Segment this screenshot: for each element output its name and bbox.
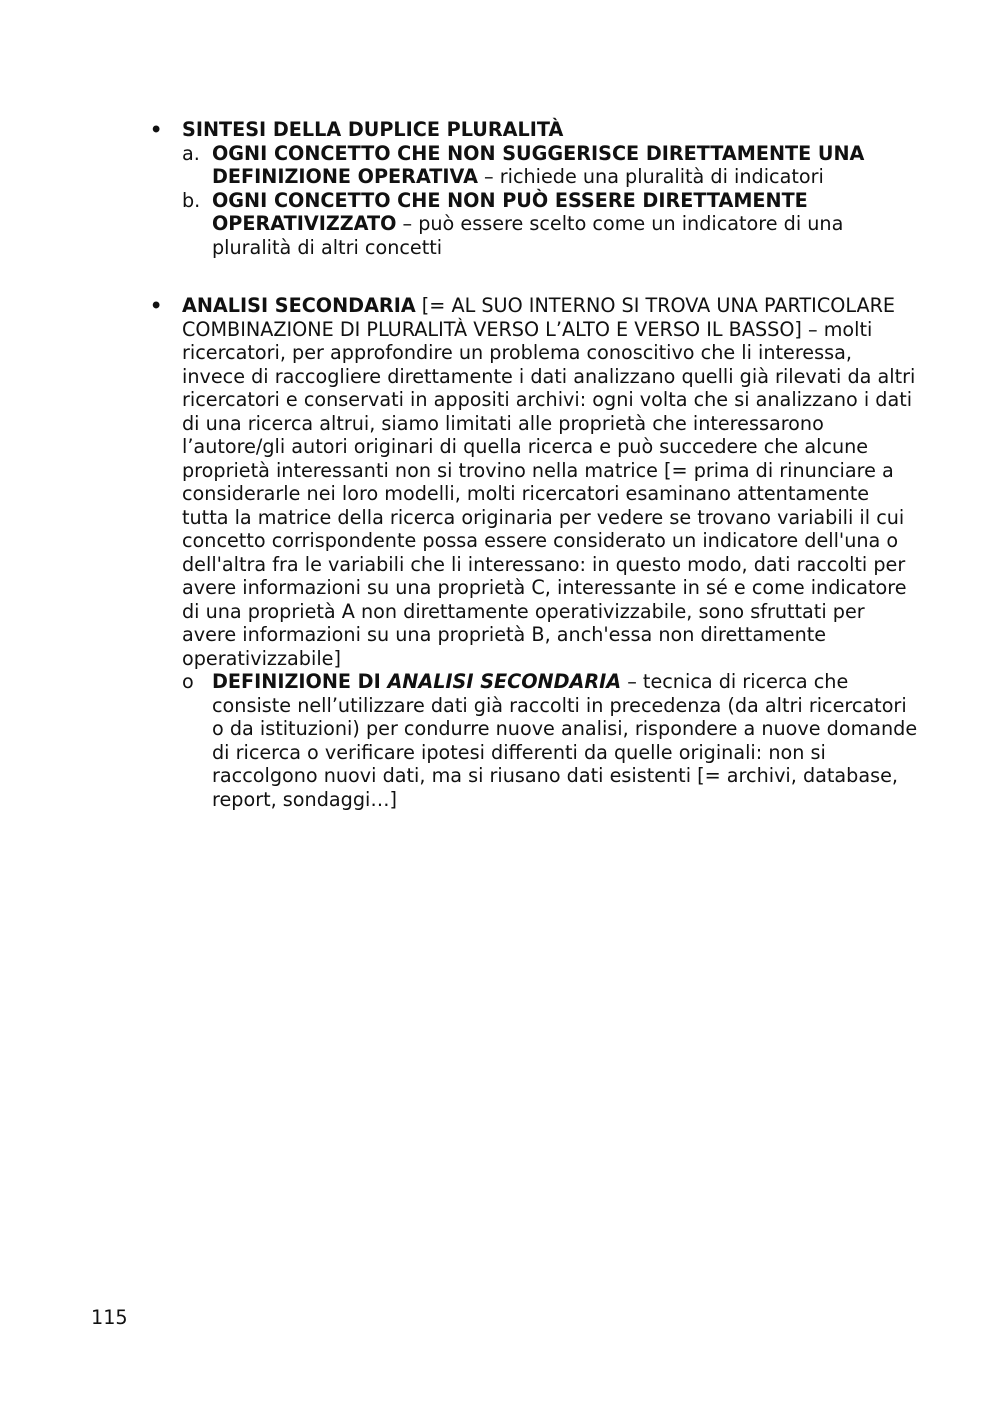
list-item-a-text: – richiede una pluralità di indicatori xyxy=(477,165,824,188)
page-number: 115 xyxy=(91,1306,128,1329)
definition-term: ANALISI SECONDARIA xyxy=(387,670,622,693)
section-title-analisi: ANALISI SECONDARIA xyxy=(182,294,416,317)
definition-bold: DEFINIZIONE DI xyxy=(212,670,388,693)
analisi-sub-list xyxy=(182,670,920,811)
bullet-sintesi xyxy=(150,118,920,259)
bullet-icon: • xyxy=(150,118,163,141)
list-item-b-text: – può essere scelto come un indicatore di una pluralità di altri concetti xyxy=(212,212,844,259)
sintesi-list xyxy=(182,142,920,260)
list-item-a xyxy=(182,142,920,189)
definition-text: – tecnica di ricerca che consiste nell’utilizzare dati già raccolti in precedenza (da altri ricercatori o da istituzioni) per condurre nuove analisi, rispondere a nuove domande di ricerca o verificare ipotesi differenti da quelle originali: non si raccolgono nuovi dati, ma si riusano dati esistenti [= archivi, database, report, sondaggi…] xyxy=(212,670,918,811)
list-item-b xyxy=(182,189,920,260)
circle-bullet-icon: o xyxy=(182,670,194,693)
section-gap xyxy=(150,259,920,294)
section-title-sintesi: SINTESI DELLA DUPLICE PLURALITÀ xyxy=(182,118,564,141)
list-marker-a: a. xyxy=(182,141,200,165)
list-marker-b: b. xyxy=(182,188,201,212)
list-item-a-bold: OGNI CONCETTO CHE NON SUGGERISCE DIRETTAMENTE UNA DEFINIZIONE OPERATIVA xyxy=(212,141,865,188)
analisi-paragraph: [= AL SUO INTERNO SI TROVA UNA PARTICOLARE COMBINAZIONE DI PLURALITÀ VERSO L’ALTO E VERSO IL BASSO] – molti ricercatori, per approfondire un problema conoscitivo che li interessa, invece di raccogliere direttamente i dati analizzano quelli già rilevati da altri ricercatori e conservati in appositi archivi: ogni volta che si analizzano i dati di una ricerca altrui, siamo limitati alle proprietà che interessarono l’autore/gli autori originari di quella ricerca e può succedere che alcune proprietà interessanti non si trovino nella matrice [= prima di rinunciare a considerarle nei loro modelli, molti ricercatori esaminano attentamente tutta la matrice della ricerca originaria per vedere se trovano variabili il cui concetto corrispondente possa essere considerato un indicatore dell'una o dell'altra fra le variabili che li interessano: in questo modo, dati raccolti per avere informazioni su una proprietà C, interessante in sé e come indicatore di una proprietà A non direttamente operativizzabile, sono sfruttati per avere informazioni su una proprietà B, anch'essa non direttamente operativizzabile] xyxy=(182,294,916,670)
definition-item xyxy=(182,670,920,811)
bullet-analisi-secondaria xyxy=(150,294,920,811)
document-body xyxy=(150,118,920,811)
bullet-icon: • xyxy=(150,294,163,317)
list-item-b-bold: OGNI CONCETTO CHE NON PUÒ ESSERE DIRETTAMENTE OPERATIVIZZATO xyxy=(212,188,808,235)
